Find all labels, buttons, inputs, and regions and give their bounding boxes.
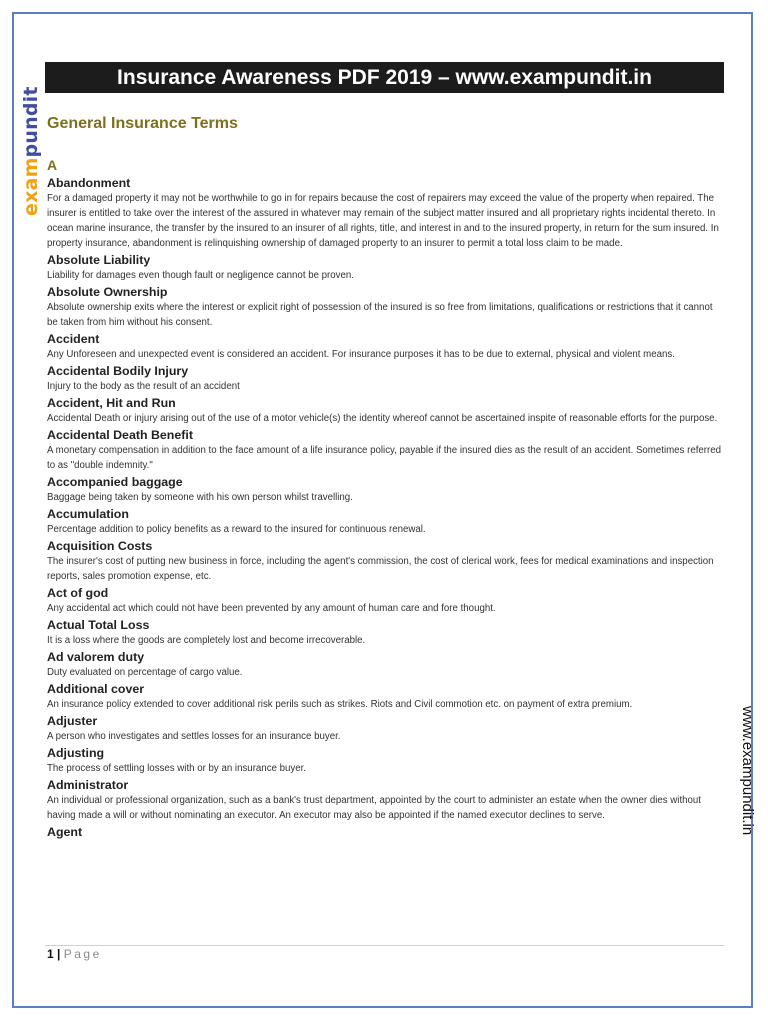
term-title: Acquisition Costs [47, 539, 153, 553]
glossary-entry [47, 825, 723, 840]
page-label: Page [63, 947, 102, 961]
term-title: Adjusting [47, 746, 105, 760]
glossary-entry [47, 778, 723, 823]
term-definition: An insurance policy extended to cover additional risk perils such as strikes. Riots and Civil commotion etc. on payment of extra premium. [47, 699, 633, 710]
term-definition: A person who investigates and settles losses for an insurance buyer. [47, 731, 341, 742]
glossary-entry [47, 396, 723, 426]
footer-separator: | [57, 947, 61, 961]
term-title: Accompanied baggage [47, 475, 183, 489]
term-title: Absolute Ownership [47, 285, 168, 299]
glossary-entry [47, 539, 723, 584]
term-definition: For a damaged property it may not be worthwhile to go in for repairs because the cost of repairers may exceed the value of the property when repaired. The insurer is entitled to take over the interest of the assured in whatever may remain of the subject matter insured and all proprietary rights incidental thereto. In ocean marine insurance, the transfer by the insured to an insurer of all rights, title, and interest in and to the insured property, in return for the sum insured. In property insurance, abandonment is relinquishing ownership of damaged property to an insurer to permit a total loss claim to be made. [47, 193, 719, 249]
document-body [47, 112, 723, 840]
glossary-entry [47, 682, 723, 712]
glossary-entry [47, 285, 723, 330]
term-title: Accident, Hit and Run [47, 396, 176, 410]
term-title: Administrator [47, 778, 129, 792]
term-title: Accident [47, 332, 100, 346]
glossary-entry [47, 650, 723, 680]
page-number: 1 [47, 947, 54, 961]
term-definition: Absolute ownership exits where the interest or explicit right of possession of the insured is so free from limitations, qualifications or restrictions that it cannot be taken from him without his consent. [47, 302, 713, 328]
term-definition: Baggage being taken by someone with his own person whilst travelling. [47, 492, 353, 503]
term-title: Additional cover [47, 682, 145, 696]
term-title: Adjuster [47, 714, 98, 728]
page-footer [47, 947, 102, 961]
term-definition: Liability for damages even though fault or negligence cannot be proven. [47, 270, 354, 281]
logo-part-pundit: pundit [20, 86, 42, 158]
term-definition: The process of settling losses with or by an insurance buyer. [47, 763, 307, 774]
glossary-entry [47, 475, 723, 505]
term-definition: Any Unforeseen and unexpected event is considered an accident. For insurance purposes it has to be due to external, physical and violent means. [47, 349, 675, 360]
glossary-entry [47, 364, 723, 394]
side-website-url: www.exampundit.in [739, 706, 756, 836]
term-title: Abandonment [47, 176, 131, 190]
term-title: Actual Total Loss [47, 618, 150, 632]
term-title: Accidental Death Benefit [47, 428, 193, 442]
term-title: Absolute Liability [47, 253, 151, 267]
section-title: General Insurance Terms [47, 115, 238, 132]
document-banner-title: Insurance Awareness PDF 2019 – www.exampundit.in [45, 62, 724, 93]
glossary-entry [47, 714, 723, 744]
term-title: Accidental Bodily Injury [47, 364, 189, 378]
section-letter: A [47, 157, 58, 173]
term-definition: Percentage addition to policy benefits as a reward to the insured for continuous renewal. [47, 524, 426, 535]
term-definition: An individual or professional organization, such as a bank's trust department, appointed by the court to administer an estate when the owner dies without having made a will or without nominating an executor. An executor may also be appointed if the named executor declines to serve. [47, 795, 701, 821]
term-definition: Injury to the body as the result of an accident [47, 381, 240, 392]
term-definition: Any accidental act which could not have been prevented by any amount of human care and fore thought. [47, 603, 496, 614]
glossary-entry [47, 746, 723, 776]
term-definition: Accidental Death or injury arising out of the use of a motor vehicle(s) the identity whereof cannot be ascertained inspite of reasonable efforts for the purpose. [47, 413, 718, 424]
glossary-entry [47, 176, 723, 251]
logo-part-exam: exam [20, 157, 42, 216]
glossary-entry [47, 586, 723, 616]
exampundit-logo [18, 86, 44, 216]
term-definition: A monetary compensation in addition to the face amount of a life insurance policy, payable if the insured dies as the result of an accident. Sometimes referred to as "double indemnity." [47, 445, 722, 471]
term-title: Ad valorem duty [47, 650, 145, 664]
term-definition: It is a loss where the goods are completely lost and become irrecoverable. [47, 635, 366, 646]
glossary-entry [47, 507, 723, 537]
glossary-entry [47, 332, 723, 362]
glossary-entry [47, 618, 723, 648]
term-title: Agent [47, 825, 83, 839]
term-title: Accumulation [47, 507, 129, 521]
glossary-entry [47, 253, 723, 283]
terms-list [47, 176, 723, 840]
term-definition: The insurer's cost of putting new business in force, including the agent's commission, the cost of clerical work, fees for medical examinations and inspection reports, sales promotion expense, etc. [47, 556, 714, 582]
footer-divider [45, 945, 724, 946]
glossary-entry [47, 428, 723, 473]
term-title: Act of god [47, 586, 109, 600]
term-definition: Duty evaluated on percentage of cargo value. [47, 667, 243, 678]
